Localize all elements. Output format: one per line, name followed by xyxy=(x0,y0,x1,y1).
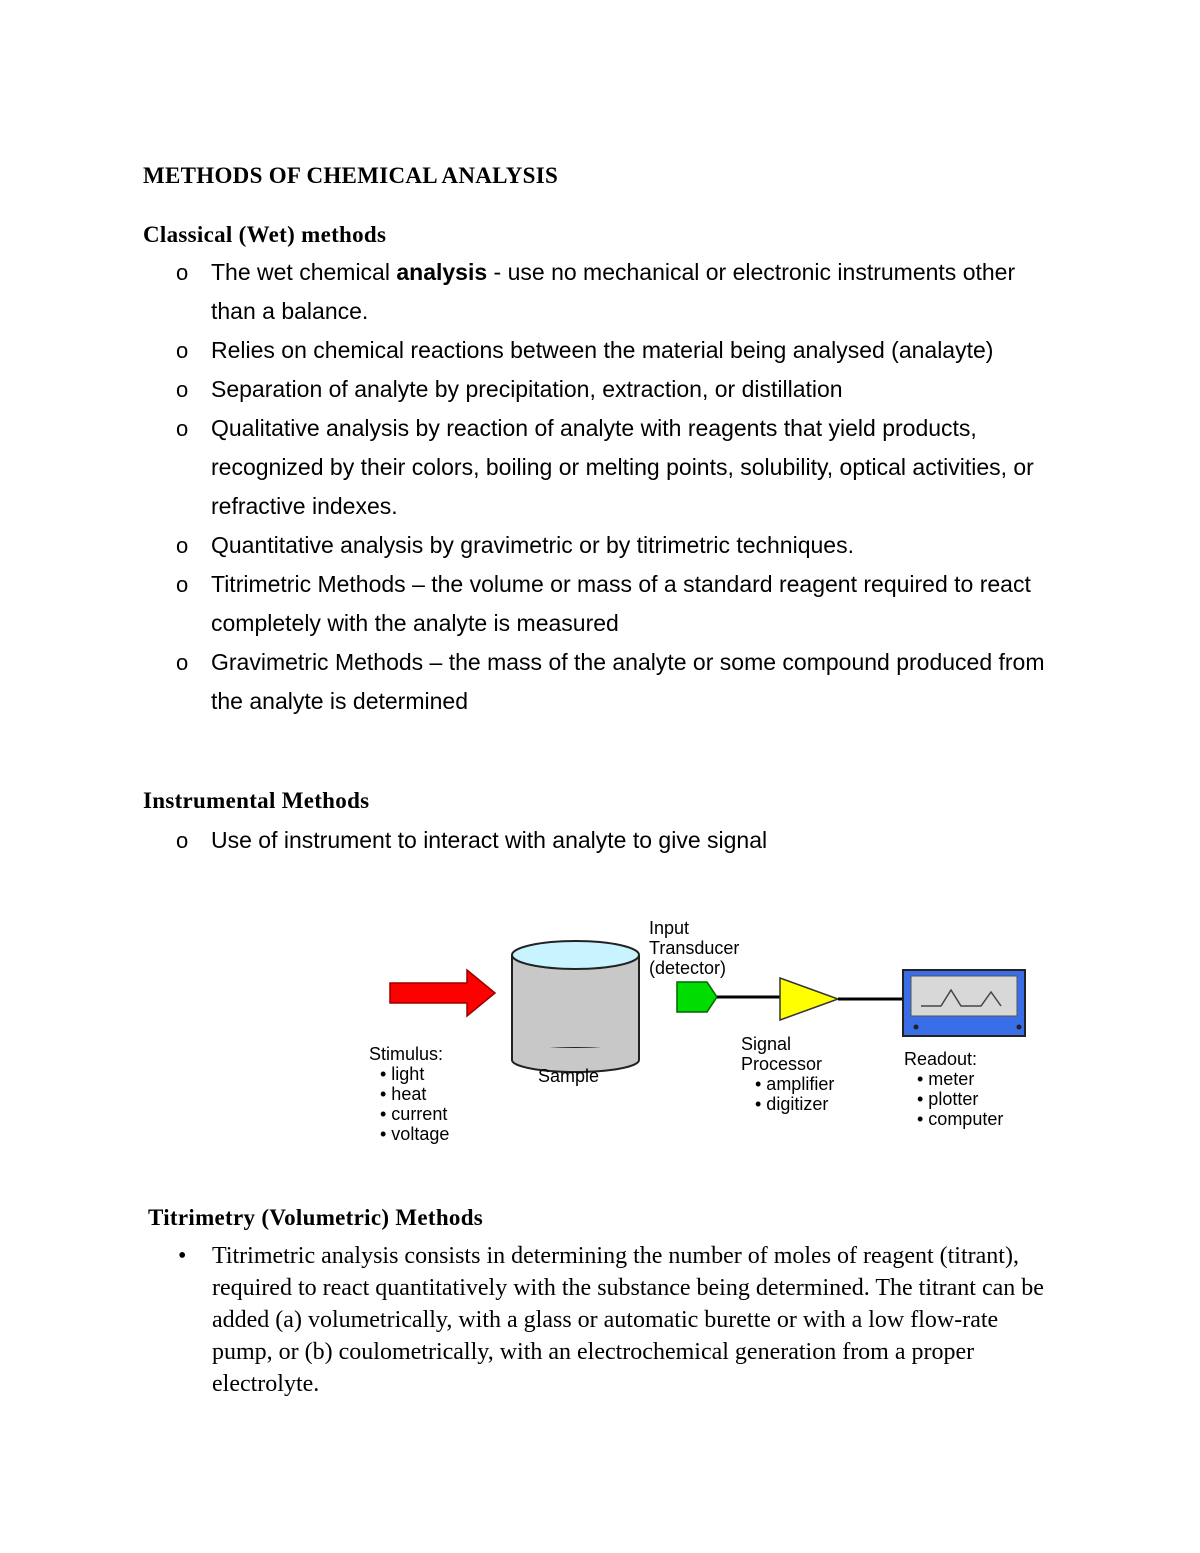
list-item xyxy=(143,253,1063,331)
stimulus-item: • current xyxy=(380,1104,448,1124)
amplifier-icon xyxy=(780,978,838,1020)
list-item-text: Relies on chemical reactions between the material being analysed (analayte) xyxy=(211,337,994,363)
stimulus-arrow xyxy=(390,970,495,1016)
titrimetry-heading: Titrimetry (Volumetric) Methods xyxy=(148,1205,484,1230)
transducer-label: Transducer xyxy=(649,938,740,958)
processor-label: Processor xyxy=(741,1054,823,1074)
list-item-text: Gravimetric Methods – the mass of the analyte or some compound produced from the analyte is determined xyxy=(211,649,1045,714)
stimulus-item: • light xyxy=(380,1064,425,1084)
list-item xyxy=(143,409,1063,526)
instrument-diagram xyxy=(355,910,1055,1160)
readout-screen-icon xyxy=(903,970,1025,1036)
instrumental-methods-list xyxy=(143,821,1063,860)
readout-label: Readout: xyxy=(904,1049,978,1069)
list-item-text: Separation of analyte by precipitation, extraction, or distillation xyxy=(211,376,843,402)
list-item-text: - use no mechanical or electronic instruments other than a balance. xyxy=(211,259,1016,324)
list-item xyxy=(143,331,1063,370)
bullet-marker: o xyxy=(176,650,189,675)
list-item-text: Use of instrument to interact with analyte to give signal xyxy=(211,827,768,853)
page-title: METHODS OF CHEMICAL ANALYSIS xyxy=(143,163,559,188)
stimulus-item: • voltage xyxy=(380,1124,450,1144)
classical-methods-heading: Classical (Wet) methods xyxy=(143,222,387,247)
processor-label: Signal xyxy=(741,1034,792,1054)
list-item xyxy=(143,821,1063,860)
list-item-text: Qualitative analysis by reaction of analyte with reagents that yield products, recognized by their colors, boiling or melting points, solubility, optical activities, or refractive indexes. xyxy=(211,415,1034,519)
stimulus-label: Stimulus: xyxy=(369,1044,444,1064)
bullet-marker: o xyxy=(176,338,189,363)
processor-item: • digitizer xyxy=(755,1094,829,1114)
bullet-marker: o xyxy=(176,572,189,597)
transducer-label: (detector) xyxy=(649,958,727,978)
list-item-text: Titrimetric Methods – the volume or mass of a standard reagent required to react completely with the analyte is measured xyxy=(211,571,1031,636)
bullet-marker: o xyxy=(176,260,189,285)
bullet-marker: o xyxy=(176,416,189,441)
transducer-label: Input xyxy=(649,918,690,938)
processor-item: • amplifier xyxy=(755,1074,835,1094)
readout-item: • plotter xyxy=(917,1089,979,1109)
list-item xyxy=(143,370,1063,409)
list-item xyxy=(143,526,1063,565)
bullet-marker: o xyxy=(176,533,189,558)
sample-cylinder xyxy=(512,941,639,1072)
list-item xyxy=(148,1240,1063,1400)
bullet-marker: o xyxy=(176,377,189,402)
readout-item: • computer xyxy=(917,1109,1004,1129)
classical-methods-list xyxy=(143,253,1063,721)
list-item-text: The wet chemical xyxy=(211,259,397,285)
readout-item: • meter xyxy=(917,1069,975,1089)
list-item-bold-text: analysis xyxy=(396,259,488,285)
stimulus-item: • heat xyxy=(380,1084,427,1104)
list-item-text: Quantitative analysis by gravimetric or by titrimetric techniques. xyxy=(211,532,854,558)
titrimetry-list xyxy=(148,1240,1063,1400)
list-item xyxy=(143,565,1063,643)
bullet-marker: • xyxy=(178,1243,187,1269)
list-item xyxy=(143,643,1063,721)
detector-icon xyxy=(677,982,717,1012)
sample-label: Sample xyxy=(538,1066,600,1086)
list-item-text: Titrimetric analysis consists in determining the number of moles of reagent (titrant), required to react quantitatively with the substance being determined. The titrant can be added (a) volumetrically, with a glass or automatic burette or with a low flow-rate pump, or (b) coulometrically, with an electrochemical generation from a proper electrolyte. xyxy=(212,1243,1044,1397)
instrumental-methods-heading: Instrumental Methods xyxy=(143,788,370,813)
bullet-marker: o xyxy=(176,828,189,853)
